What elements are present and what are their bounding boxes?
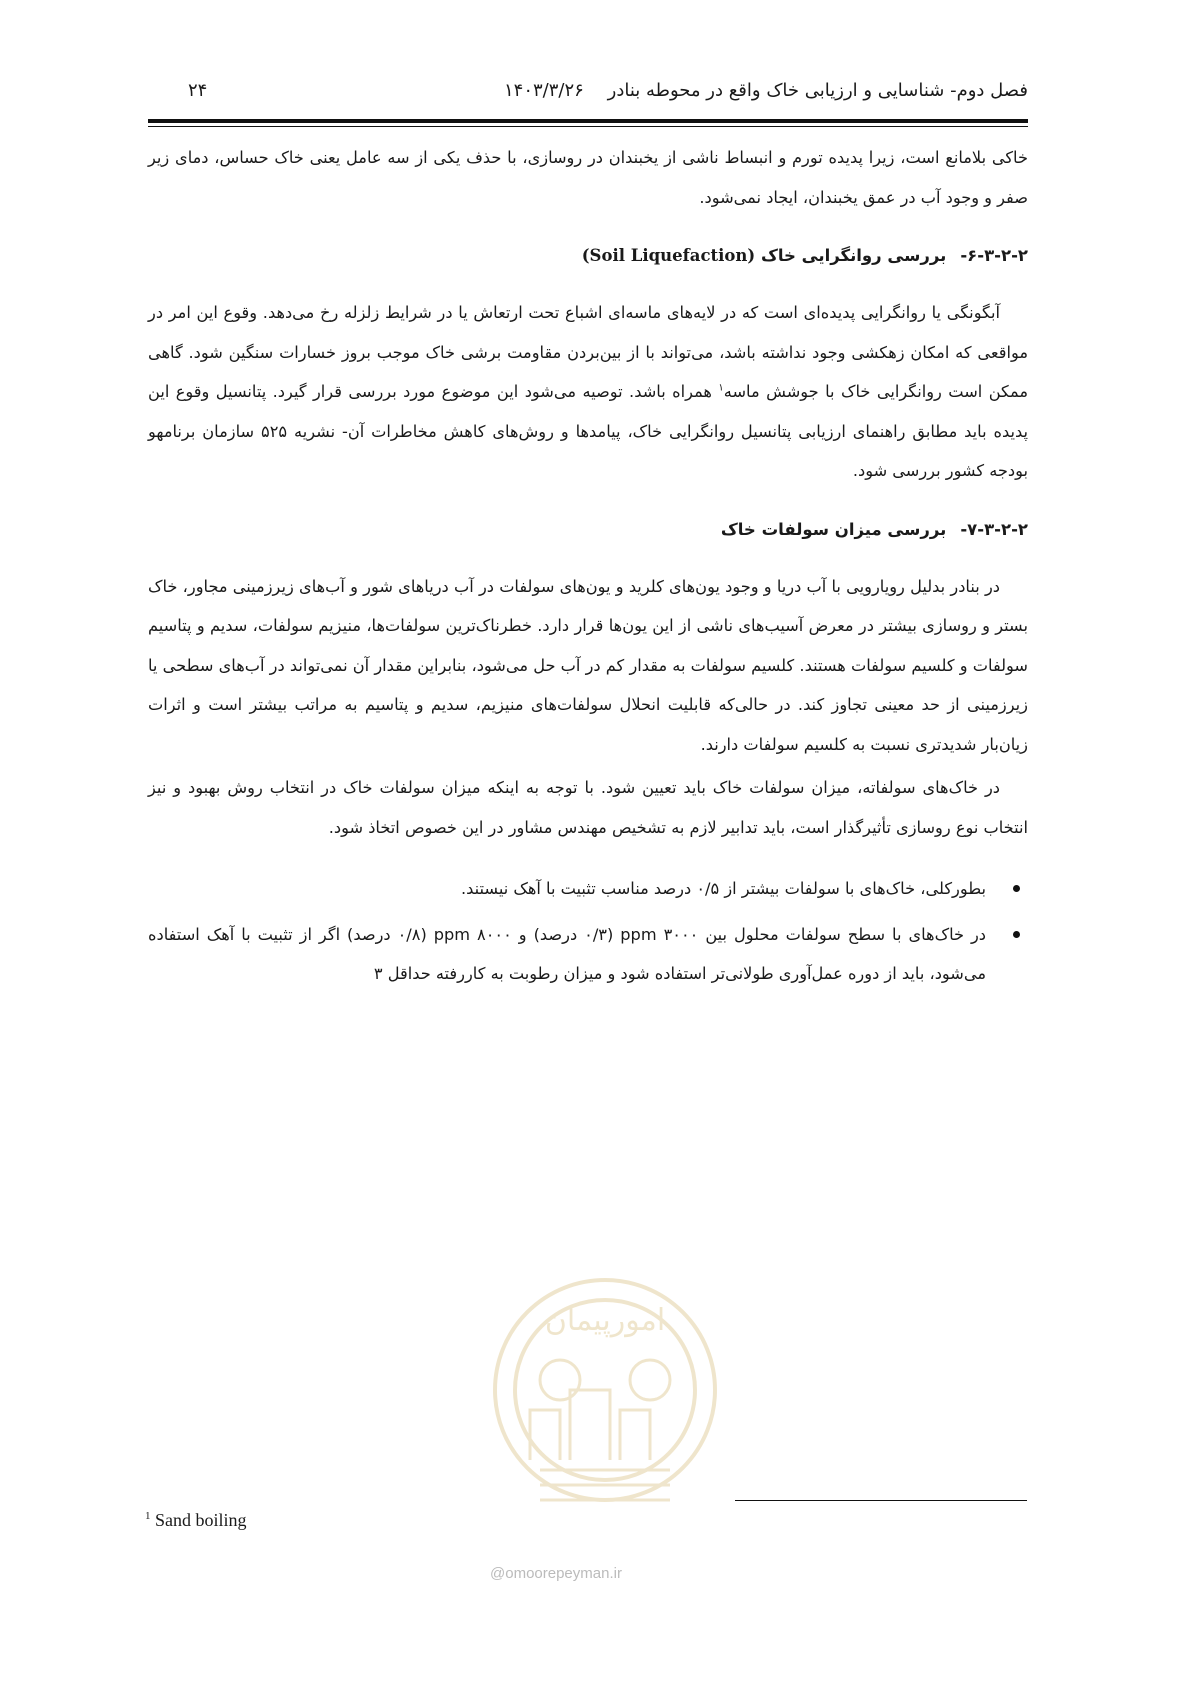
section-heading-sulfate — [148, 513, 1028, 547]
svg-text:امورپیمان: امورپیمان — [544, 1303, 666, 1338]
footnote — [145, 1510, 247, 1531]
list-item-text: در خاک‌های با سطح سولفات محلول بین ppm ۳۰۰۰ (۰/۳ درصد) و ppm ۸۰۰۰ (۰/۸ درصد) اگر از تثبیت با آهک استفاده می‌شود، باید از دوره عمل‌آوری طولانی‌تر استفاده شود و میزان رطوبت به کاررفته حداقل ۳ — [148, 924, 987, 983]
paragraph-sulfate-soils: در خاک‌های سولفاته، میزان سولفات خاک باید تعیین شود. با توجه به اینکه میزان سولفات خاک در انتخاب روش بهبود و نیز انتخاب نوع روسازی تأثیرگذار است، باید تدابیر لازم به تشخیص مهندس مشاور در این خصوص اتخاذ شود. — [148, 778, 1028, 837]
page-header — [148, 74, 1028, 110]
section-heading-liquefaction — [148, 239, 1028, 273]
section-title: بررسی روانگرایی خاک — [755, 246, 947, 265]
section-number: ۷-۳-۲-۲- — [960, 519, 1028, 539]
section-title-english: (Soil Liquefaction) — [581, 246, 756, 265]
header-rule-thick — [148, 119, 1028, 123]
list-item — [148, 915, 998, 994]
footnote-text: Sand boiling — [150, 1510, 247, 1530]
header-date: ۱۴۰۳/۳/۲۶ — [504, 80, 584, 101]
footnote-reference: ۱ — [718, 382, 724, 394]
chapter-title: فصل دوم- شناسایی و ارزیابی خاک واقع در محوطه بنادر — [607, 80, 1028, 101]
section-number: ۶-۳-۲-۲- — [960, 246, 1028, 265]
list-item — [148, 869, 998, 909]
bullet-icon — [1013, 885, 1020, 892]
paragraph-text: همراه باشد. توصیه می‌شود این موضوع مورد بررسی قرار گیرد. پتانسیل وقوع این پدیده باید مطابق راهنمای ارزیابی پتانسیل روانگرایی خاک، پیامدها و روش‌های کاهش مخاطرات آن- نشریه ۵۲۵ سازمان برنامهو بودجه کشور بررسی شود. — [148, 382, 1028, 480]
bullet-list — [148, 869, 1028, 994]
paragraph-sulfate: در بنادر بدلیل رویارویی با آب دریا و وجود یون‌های کلرید و یون‌های سولفات در آب دریاهای شور و آب‌های زیرزمینی مجاور، خاک بستر و روسازی بیشتر در معرض آسیب‌های ناشی از این یون‌ها قرار دارد. خطرناک‌ترین سولفات‌ها، منیزیم سولفات، سدیم و پتاسیم سولفات و کلسیم سولفات هستند. کلسیم سولفات به مقدار کم در آب حل می‌شود، بنابراین مقدار آن نمی‌تواند در آب‌های سطحی یا زیرزمینی از حد معینی تجاوز کند. در حالی‌که قابلیت انحلال سولفات‌های منیزیم، سدیم و پتاسیم به مراتب بیشتر است و اثرات زیان‌بار شدیدتری نسبت به کلسیم سولفات دارند. — [148, 576, 1028, 754]
paragraph-frost: خاکی بلامانع است، زیرا پدیده تورم و انبساط ناشی از یخبندان در روسازی، با حذف یکی از سه عامل یعنی خاک حساس، دمای زیر صفر و وجود آب در عمق یخبندان، ایجاد نمی‌شود. — [148, 148, 1028, 207]
list-item-text: بطورکلی، خاک‌های با سولفات بیشتر از ۰/۵ درصد مناسب تثبیت با آهک نیستند. — [461, 879, 986, 898]
footnote-number: 1 — [145, 1510, 151, 1522]
page-body — [148, 138, 1028, 1000]
watermark-site: @omoorepeyman.ir — [490, 1565, 622, 1582]
paragraph-liquefaction — [148, 293, 1028, 491]
page-number: ۲۴ — [188, 80, 208, 101]
bullet-icon — [1013, 931, 1020, 938]
section-title: بررسی میزان سولفات خاک — [720, 519, 947, 539]
paragraph-text: آبگونگی یا روانگرایی پدیده‌ای است که در لایه‌های ماسه‌ای اشباع تحت ارتعاش یا در شرایط زلزله رخ می‌دهد. وقوع این امر در مواقعی که امکان زهکشی وجود نداشته باشد، می‌تواند با از بین‌بردن مقاومت برشی خاک موجب بروز خسارات سنگین شود. گاهی ممکن است روانگرایی خاک با جوشش ماسه — [148, 303, 1028, 401]
header-rule-thin — [148, 126, 1028, 127]
footnote-rule — [735, 1500, 1027, 1501]
watermark-logo-icon — [470, 1260, 740, 1580]
